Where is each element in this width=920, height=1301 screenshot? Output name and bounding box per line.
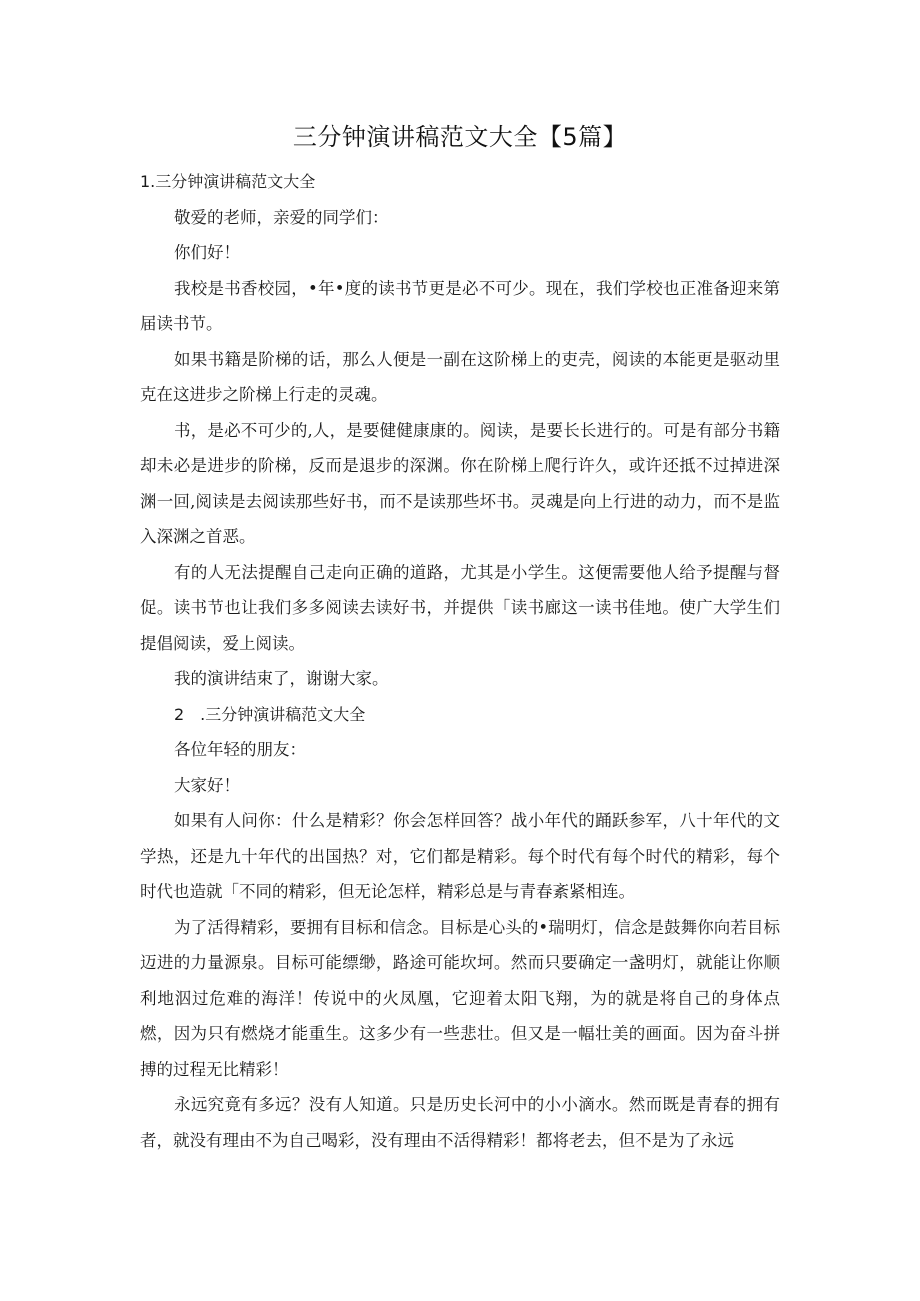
document-body (140, 164, 780, 1158)
paragraph: 我的演讲结束了，谢谢大家。 (174, 669, 389, 688)
section-heading: 2 .三分钟演讲稿范文大全 (174, 704, 366, 724)
paragraph: 有的人无法提醒自己走向正确的道路，尤其是小学生。这便需要他人给予提醒与督促。读书节也让我们多多阅读去读好书，并提供「读书廊这一读书佳地。使广大学生们提倡阅读，爱上阅读。 (140, 562, 780, 653)
paragraph: 敬爱的老师，亲爱的同学们： (174, 207, 389, 227)
paragraph: 大家好！ (174, 775, 240, 795)
paragraph: 书，是必不可少的,人，是要健健康康的。阅读，是要长长进行的。可是有部分书籍却未必是进步的阶梯，反而是退步的深渊。你在阶梯上爬行许久，或许还抵不过掉进深渊一回,阅读是去阅读那些好书，而不是读那些坏书。灵魂是向上行进的动力，而不是监入深渊之首恶。 (140, 420, 780, 546)
section-heading: 1.三分钟演讲稿范文大全 (140, 172, 316, 191)
document-title: 三分钟演讲稿范文大全【5篇】 (292, 123, 628, 151)
paragraph: 为了活得精彩，要拥有目标和信念。目标是心头的•瑞明灯，信念是鼓舞你向若目标迈进的力量源泉。目标可能缥缈，路途可能坎坷。然而只要确定一盏明灯，就能让你顺利地泅过危难的海洋！传说中的火凤凰，它迎着太阳飞翔，为的就是将自己的身体点燃，因为只有燃烧才能重生。这多少有一些悲壮。但又是一幅壮美的画面。因为奋斗拼搏的过程无比精彩！ (140, 917, 780, 1079)
paragraph: 你们好！ (174, 243, 240, 262)
paragraph: 永远究竟有多远？没有人知道。只是历史长河中的小小滴水。然而既是青春的拥有者，就没有理由不为自己喝彩，没有理由不活得精彩！都将老去，但不是为了永远 (140, 1095, 780, 1150)
paragraph: 如果有人问你：什么是精彩？你会怎样回答？战小年代的踊跃参军，八十年代的文学热，还是九十年代的出国热？对，它们都是精彩。每个时代有每个时代的精彩，每个时代也造就「不同的精彩，但无论怎样，精彩总是与青春紊紧相连。 (140, 811, 780, 901)
paragraph: 各位年轻的朋友： (174, 740, 306, 759)
paragraph: 我校是书香校园，•年•度的读书节更是必不可少。现在，我们学校也正准备迎来第届读书节。 (140, 278, 780, 333)
paragraph: 如果书籍是阶梯的话，那么人便是一副在这阶梯上的吏壳，阅读的本能更是驱动里克在这进步之阶梯上行走的灵魂。 (140, 349, 780, 404)
